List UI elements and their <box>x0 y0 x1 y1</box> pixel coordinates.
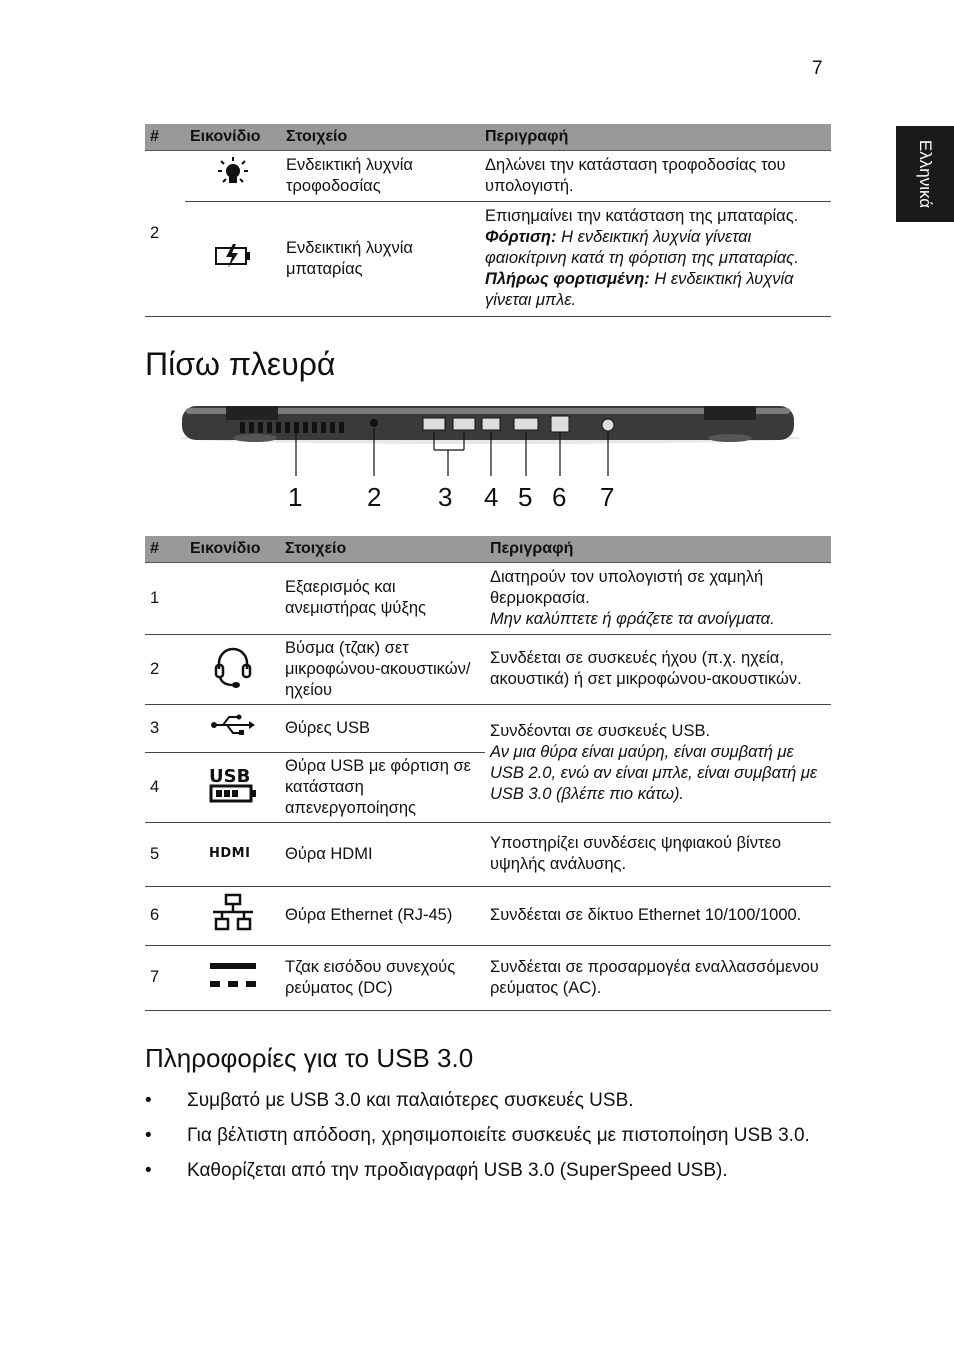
desc-cell: Συνδέεται σε συσκευές ήχου (π.χ. ηχεία, ακουστικά) ή σετ μικροφώνου-ακουστικών. <box>485 634 831 704</box>
usb-info-list <box>145 1088 835 1193</box>
headset-icon <box>185 634 280 704</box>
desc-cell <box>485 562 831 634</box>
desc-cell: Υποστηρίζει συνδέσεις ψηφιακού βίντεο υψηλής ανάλυσης. <box>485 822 831 886</box>
item-cell: Θύρα Ethernet (RJ-45) <box>280 886 485 945</box>
usb-charge-icon <box>185 752 280 822</box>
callout-3: 3 <box>438 482 453 512</box>
table-row <box>145 822 831 886</box>
desc-cell <box>485 704 831 822</box>
row-number: 5 <box>145 822 185 886</box>
full-text: Η ενδεικτική λυχνία γίνεται μπλε. <box>485 270 794 309</box>
table-row <box>145 150 831 201</box>
battery-light-icon <box>185 201 281 316</box>
item-cell: Τζακ εισόδου συνεχούς ρεύματος (DC) <box>280 945 485 1010</box>
table-row <box>145 945 831 1010</box>
table-header <box>145 536 831 562</box>
ethernet-icon <box>185 886 280 945</box>
desc-cell: Συνδέεται σε δίκτυο Ethernet 10/100/1000. <box>485 886 831 945</box>
full-label: Πλήρως φορτισμένη: <box>485 270 650 288</box>
row-number: 4 <box>145 752 185 822</box>
charging-label: Φόρτιση: <box>485 228 557 246</box>
desc-text: Συνδέονται σε συσκευές USB. <box>490 722 711 740</box>
item-cell: Θύρα USB με φόρτιση σε κατάσταση απενεργοποίησης <box>280 752 485 822</box>
callout-7: 7 <box>600 482 615 512</box>
usb-icon <box>185 704 280 752</box>
table-row <box>145 886 831 945</box>
callout-1: 1 <box>288 482 303 512</box>
header-icon: Εικονίδιο <box>185 536 280 562</box>
table-row <box>145 562 831 634</box>
list-item: • Συμβατό με USB 3.0 και παλαιότερες συσκευές USB. <box>145 1088 835 1114</box>
row-number: 2 <box>145 150 185 316</box>
section-title: Πίσω πλευρά <box>145 346 336 382</box>
table-row <box>145 634 831 704</box>
svg-text:USB: USB <box>208 766 250 787</box>
dc-in-icon <box>185 945 280 1010</box>
header-icon: Εικονίδιο <box>185 124 281 150</box>
svg-text:HDMI: HDMI <box>208 845 250 859</box>
language-tab <box>896 126 954 222</box>
row-number: 2 <box>145 634 185 704</box>
power-light-icon <box>185 150 281 201</box>
header-item: Στοιχείο <box>280 536 485 562</box>
row-number: 1 <box>145 562 185 634</box>
charging-text: Η ενδεικτική λυχνία γίνεται φαιοκίτρινη κατά τη φόρτιση της μπαταρίας. <box>485 228 799 267</box>
header-num: # <box>145 124 185 150</box>
indicator-table <box>145 124 831 317</box>
header-desc: Περιγραφή <box>480 124 831 150</box>
list-item: • Καθορίζεται από την προδιαγραφή USB 3.0 (SuperSpeed USB). <box>145 1158 835 1184</box>
callout-2: 2 <box>367 482 382 512</box>
table-header <box>145 124 831 150</box>
desc-italic: Αν μια θύρα είναι μαύρη, είναι συμβατή με USB 2.0, ενώ αν είναι μπλε, είναι συμβατή με USB 3.0 (βλέπε πιο κάτω). <box>490 743 818 803</box>
desc-italic: Μην καλύπτετε ή φράζετε τα ανοίγματα. <box>490 609 775 628</box>
table-row <box>145 201 831 316</box>
icon-cell-empty <box>185 562 280 634</box>
battery-desc: Επισημαίνει την κατάσταση της μπαταρίας. <box>485 207 799 225</box>
hdmi-icon <box>185 822 280 886</box>
callout-5: 5 <box>518 482 533 512</box>
header-desc: Περιγραφή <box>485 536 831 562</box>
usb-section-title: Πληροφορίες για το USB 3.0 <box>145 1043 474 1073</box>
language-tab-label: Ελληνικά <box>916 139 935 209</box>
item-cell: Εξαερισμός και ανεμιστήρας ψύξης <box>280 562 485 634</box>
desc-text: Διατηρούν τον υπολογιστή σε χαμηλή θερμοκρασία. <box>490 567 764 607</box>
item-cell: Βύσμα (τζακ) σετ μικροφώνου-ακουστικών/ηχείου <box>280 634 485 704</box>
callout-4: 4 <box>484 482 499 512</box>
rear-ports-table <box>145 536 831 1011</box>
desc-cell: Συνδέεται σε προσαρμογέα εναλλασσόμενου ρεύματος (AC). <box>485 945 831 1010</box>
row-number: 3 <box>145 704 185 752</box>
list-item: • Για βέλτιστη απόδοση, χρησιμοποιείτε συσκευές με πιστοποίηση USB 3.0. <box>145 1123 835 1149</box>
callout-6: 6 <box>552 482 567 512</box>
table-row <box>145 704 831 752</box>
item-cell: Θύρα HDMI <box>280 822 485 886</box>
desc-cell: Δηλώνει την κατάσταση τροφοδοσίας του υπολογιστή. <box>480 150 831 201</box>
item-cell: Ενδεικτική λυχνία τροφοδοσίας <box>281 150 480 201</box>
row-number: 7 <box>145 945 185 1010</box>
item-cell: Θύρες USB <box>280 704 485 752</box>
row-number: 6 <box>145 886 185 945</box>
desc-cell <box>480 201 831 316</box>
header-item: Στοιχείο <box>281 124 480 150</box>
item-cell: Ενδεικτική λυχνία μπαταρίας <box>281 201 480 316</box>
page-number: 7 <box>812 58 823 79</box>
header-num: # <box>145 536 185 562</box>
